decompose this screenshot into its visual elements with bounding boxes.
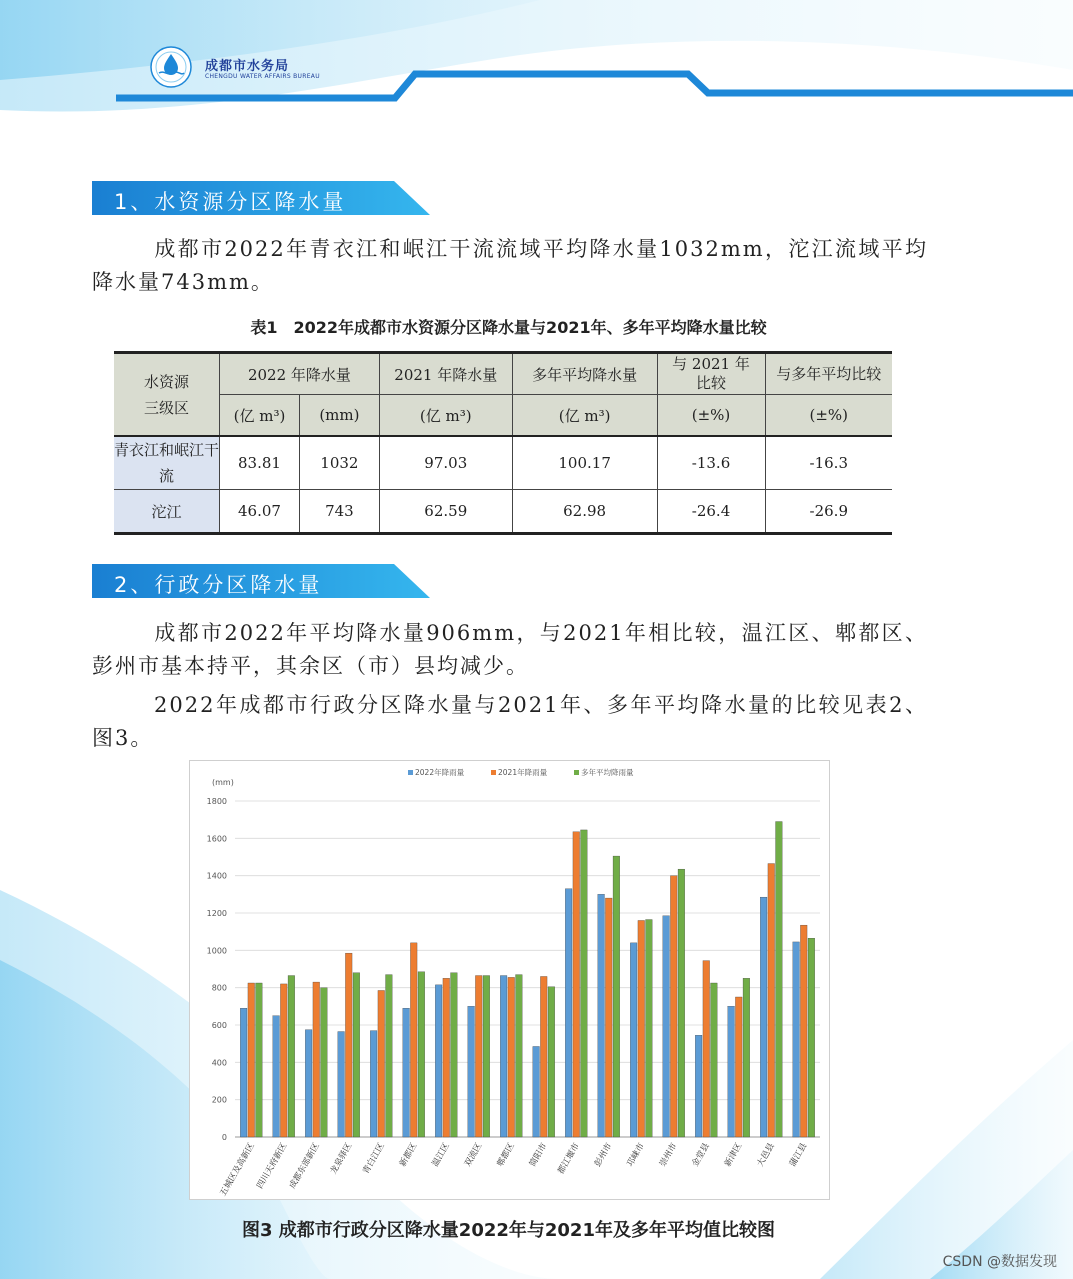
- table1-cell: -13.6: [657, 436, 765, 490]
- bar-2022: [403, 1008, 410, 1137]
- bar-2021: [605, 898, 612, 1137]
- x-tick-label: 龙泉驿区: [328, 1141, 355, 1176]
- section2-paragraph2: [92, 689, 928, 755]
- x-tick-label: 青白江区: [361, 1141, 387, 1176]
- bar-avg: [776, 822, 783, 1137]
- table1-cell: 743: [299, 490, 379, 534]
- table1-header-region: 水资源三级区: [114, 353, 220, 437]
- table1-header-2021: 2021 年降水量: [379, 353, 512, 395]
- table1-row-region: 沱江: [114, 490, 220, 534]
- water-bureau-logo-icon: [150, 46, 192, 88]
- figure3-bar-chart: [190, 761, 829, 1199]
- bar-2021: [313, 982, 320, 1137]
- y-tick-label: 0: [221, 1133, 227, 1142]
- bar-avg: [548, 987, 555, 1137]
- section2-paragraph1: [92, 617, 928, 683]
- bar-2022: [630, 943, 637, 1137]
- bar-2021: [280, 984, 287, 1137]
- bar-2021: [735, 997, 742, 1137]
- section1-paragraph-text: 成都市2022年青衣江和岷江干流流域平均降水量1032mm，沱江流域平均降水量743mm。: [92, 237, 928, 294]
- bar-2022: [565, 889, 572, 1137]
- bar-avg: [711, 983, 718, 1137]
- x-tick-label: 大邑县: [755, 1141, 777, 1169]
- section2-paragraph2-text: 2022年成都市行政分区降水量与2021年、多年平均降水量的比较见表2、图3。: [92, 693, 928, 750]
- organization-name-english: CHENGDU WATER AFFAIRS BUREAU: [205, 73, 320, 80]
- table-row: [114, 490, 892, 534]
- bar-2021: [410, 943, 417, 1137]
- table1: [114, 351, 892, 535]
- bar-2021: [475, 976, 482, 1137]
- y-axis-label: (mm): [212, 778, 234, 787]
- bar-2022: [273, 1016, 280, 1137]
- bar-avg: [483, 976, 490, 1137]
- table1-unit-2021-volume: (亿 m³): [379, 395, 512, 437]
- bar-2022: [370, 1031, 377, 1137]
- legend-swatch: [491, 770, 496, 775]
- y-tick-label: 1000: [206, 946, 227, 956]
- legend-swatch: [408, 770, 413, 775]
- table1-header-average: 多年平均降水量: [512, 353, 657, 395]
- bar-2022: [500, 976, 507, 1137]
- x-tick-label: 温江区: [430, 1141, 452, 1169]
- bar-2021: [345, 953, 352, 1137]
- bar-2022: [435, 985, 442, 1137]
- bar-avg: [808, 938, 815, 1137]
- x-tick-label: 彭州市: [592, 1141, 615, 1169]
- bar-2022: [663, 916, 670, 1137]
- csdn-watermark: CSDN @数据发现: [942, 1254, 1057, 1270]
- bar-2021: [248, 983, 255, 1137]
- bar-2022: [695, 1035, 702, 1137]
- bar-2022: [533, 1046, 540, 1137]
- section1-heading: [92, 181, 432, 215]
- y-tick-label: 1800: [206, 797, 227, 806]
- table1-cell: 46.07: [220, 490, 300, 534]
- bar-avg: [321, 988, 328, 1137]
- section1-heading-text: 1、水资源分区降水量: [114, 190, 347, 214]
- x-tick-label: 简阳市: [527, 1141, 550, 1169]
- legend-label: 2022年降雨量: [415, 768, 465, 777]
- table1-unit-2022-mm: (mm): [299, 395, 379, 437]
- bar-2022: [468, 1006, 475, 1137]
- bar-2022: [338, 1032, 345, 1137]
- table1-cell: 62.59: [379, 490, 512, 534]
- bar-avg: [581, 830, 588, 1137]
- x-tick-label: 双流区: [462, 1141, 485, 1169]
- table1-cell: -16.3: [765, 436, 892, 490]
- bar-2021: [508, 977, 515, 1137]
- x-tick-label: 新都区: [397, 1141, 420, 1169]
- x-tick-label: 四川天府新区: [255, 1141, 290, 1191]
- x-tick-label: 新津区: [722, 1141, 745, 1169]
- y-tick-label: 800: [211, 983, 227, 993]
- table-row: [114, 436, 892, 490]
- table1-unit-vs2021: (±%): [657, 395, 765, 437]
- table1-cell: 1032: [299, 436, 379, 490]
- bar-avg: [516, 975, 523, 1137]
- organization-name: 成都市水务局: [205, 59, 290, 74]
- y-tick-label: 1600: [206, 834, 227, 844]
- table1-cell: 97.03: [379, 436, 512, 490]
- y-tick-label: 1400: [206, 871, 227, 881]
- table1-cell: -26.9: [765, 490, 892, 534]
- table1-cell: -26.4: [657, 490, 765, 534]
- x-tick-label: 都江堰市: [556, 1141, 582, 1176]
- bar-avg: [418, 972, 425, 1137]
- x-tick-label: 崇州市: [657, 1141, 680, 1169]
- bar-2021: [443, 978, 450, 1137]
- x-tick-label: 邛崃市: [625, 1141, 647, 1169]
- bar-avg: [613, 856, 620, 1137]
- section1-paragraph: [92, 233, 928, 299]
- table1-header-vs2021: 与 2021 年比较: [657, 353, 765, 395]
- legend-label: 2021年降雨量: [498, 768, 548, 777]
- bar-2021: [768, 864, 775, 1137]
- x-tick-label: 成都东部新区: [287, 1141, 322, 1191]
- bar-avg: [386, 975, 393, 1137]
- bar-2021: [703, 961, 710, 1137]
- bar-avg: [646, 920, 653, 1137]
- table1-cell: 62.98: [512, 490, 657, 534]
- x-tick-label: 金堂县: [690, 1141, 712, 1169]
- bar-2022: [760, 897, 767, 1137]
- bar-2022: [305, 1030, 312, 1137]
- x-tick-label: 五城区及高新区: [218, 1141, 257, 1199]
- figure3-chart-frame: [189, 760, 830, 1200]
- bar-2021: [540, 976, 547, 1137]
- section2-paragraph1-text: 成都市2022年平均降水量906mm，与2021年相比较，温江区、郫都区、彭州市基本持平，其余区（市）县均减少。: [92, 621, 928, 678]
- bar-2022: [793, 942, 800, 1137]
- y-tick-label: 200: [211, 1095, 227, 1105]
- table1-caption: 表1 2022年成都市水资源分区降水量与2021年、多年平均降水量比较: [250, 318, 767, 337]
- bar-2021: [573, 832, 580, 1137]
- table1-unit-vs-average: (±%): [765, 395, 892, 437]
- bar-2021: [670, 876, 677, 1137]
- section2-heading-text: 2、行政分区降水量: [114, 573, 323, 597]
- bar-2021: [378, 990, 385, 1137]
- figure3-caption: 图3 成都市行政分区降水量2022年与2021年及多年平均值比较图: [242, 1220, 775, 1241]
- bar-avg: [288, 976, 295, 1137]
- legend-label: 多年平均降雨量: [581, 768, 634, 777]
- bar-2021: [800, 925, 807, 1137]
- legend-swatch: [574, 770, 579, 775]
- table1-row-region: 青衣江和岷江干流: [114, 436, 220, 490]
- bar-avg: [353, 973, 360, 1137]
- table1-unit-2022-volume: (亿 m³): [220, 395, 300, 437]
- x-tick-label: 蒲江县: [787, 1141, 810, 1169]
- table1-unit-average-volume: (亿 m³): [512, 395, 657, 437]
- bar-2022: [598, 894, 605, 1137]
- y-tick-label: 600: [211, 1021, 227, 1030]
- bar-2022: [240, 1008, 247, 1137]
- x-tick-label: 郫都区: [495, 1141, 517, 1169]
- table1-header-2022: 2022 年降水量: [220, 353, 380, 395]
- y-tick-label: 400: [211, 1058, 227, 1068]
- bar-2021: [638, 920, 645, 1137]
- table1-header-vs-average: 与多年平均比较: [765, 353, 892, 395]
- table1-cell: 83.81: [220, 436, 300, 490]
- bar-avg: [743, 978, 750, 1137]
- section2-heading: [92, 564, 432, 598]
- bar-avg: [256, 983, 263, 1137]
- y-tick-label: 1200: [206, 909, 227, 918]
- bar-avg: [678, 869, 685, 1137]
- table1-cell: 100.17: [512, 436, 657, 490]
- bar-2022: [728, 1006, 735, 1137]
- bar-avg: [451, 973, 458, 1137]
